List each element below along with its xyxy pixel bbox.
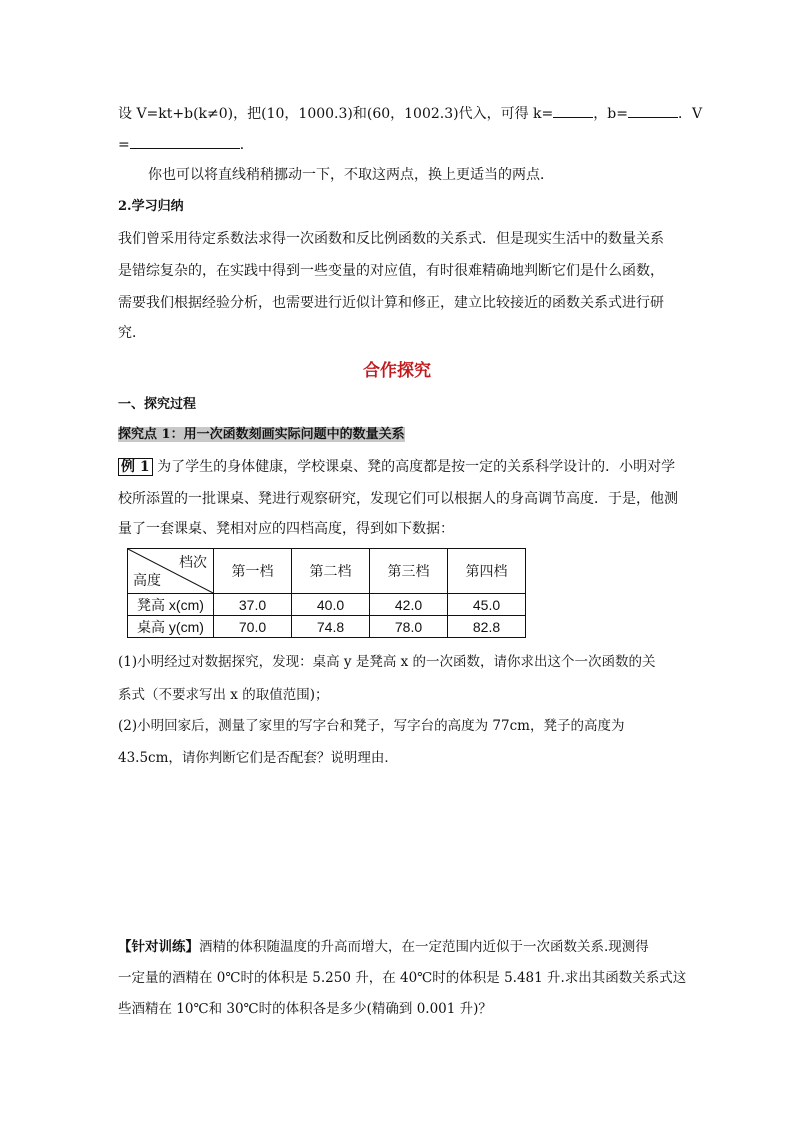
summary-line-2: 是错综复杂的，在实践中得到一些变量的对应值，有时很难精确地判断它们是什么函数， [118,263,664,279]
summary-line-1: 我们曾采用待定系数法求得一次函数和反比例函数的关系式．但是现实生活中的数量关系 [118,231,664,247]
example-line-2: 校所添置的一批课桌、凳进行观察研究，发现它们可以根据人的身高调节高度．于是，他测 [118,491,678,507]
practice-label: 【针对训练】 [118,939,199,955]
exploration-point-label: 探究点 1：用一次函数刻画实际问题中的数量关系 [118,427,405,442]
substitution-text-c: ．V [677,106,703,122]
practice-text-1: 酒精的体积随温度的升高而增大，在一定范围内近似于一次函数关系.现测得 [199,939,649,955]
part1-title: 一、探究过程 [118,397,197,412]
exploration-point-1 [118,425,405,445]
example-text-1: 为了学生的身体健康，学校课桌、凳的高度都是按一定的关系科学设计的．小明对学 [157,459,676,475]
substitution-text-b: ，b= [593,106,628,122]
summary-line-3: 需要我们根据经验分析，也需要进行近似计算和修正，建立比较接近的函数关系式进行研 [118,295,664,311]
hint-text: 你也可以将直线稍稍挪动一下，不取这两点，换上更适当的两点． [148,167,554,183]
substitution-line-2 [118,134,254,155]
example-line-1 [118,457,675,477]
blank-k[interactable] [553,103,593,118]
summary-line-4: 究． [118,325,146,341]
question-line-2: 系式（不要求写出 x 的取值范围)； [118,687,329,703]
row-label-desk: 桌高 y(cm) [128,616,214,638]
table-header-2: 第二档 [292,549,370,594]
equals-sign: = [118,137,130,153]
corner-label-bottom: 高度 [133,572,161,588]
table-cell: 70.0 [214,616,292,638]
table-cell: 74.8 [292,616,370,638]
table-header-3: 第三档 [370,549,448,594]
example-line-3: 量了一套课桌、凳相对应的四档高度，得到如下数据： [118,521,454,537]
blank-v[interactable] [130,134,240,149]
practice-line-3: 些酒精在 10℃和 30℃时的体积各是多少(精确到 0.001 升)？ [118,1001,492,1017]
table-cell: 42.0 [370,594,448,616]
table-row [128,594,526,616]
blank-b[interactable] [628,103,678,118]
question-line-1: (1)小明经过对数据探究，发现：桌高 y 是凳高 x 的一次函数，请你求出这个一次函数的关 [118,654,656,670]
table-cell: 40.0 [292,594,370,616]
substitution-line-1 [118,103,702,124]
table-cell: 37.0 [214,594,292,616]
section2-title: 2.学习归纳 [118,199,184,214]
period: ． [239,137,254,153]
question-line-3: (2)小明回家后，测量了家里的写字台和凳子，写字台的高度为 77cm，凳子的高度为 [118,718,625,734]
table-header-1: 第一档 [214,549,292,594]
table-cell: 82.8 [448,616,526,638]
table-cell: 78.0 [370,616,448,638]
practice-line-2: 一定量的酒精在 0℃时的体积是 5.250 升，在 40℃时的体积是 5.481 升.求出其函数关系式这 [118,970,687,986]
substitution-text-a: 设 V=kt+b(k≠0)，把(10，1000.3)和(60，1002.3)代入，可得 k= [118,106,554,122]
table-header-row [128,549,526,594]
table-corner-cell [128,549,214,594]
table-cell: 45.0 [448,594,526,616]
section-heading: 合作探究 [363,361,431,381]
row-label-stool: 凳高 x(cm) [128,594,214,616]
corner-label-top: 档次 [179,554,207,570]
practice-line-1 [118,937,649,957]
table-row [128,616,526,638]
table-header-4: 第四档 [448,549,526,594]
example-label: 例 1 [118,458,153,476]
data-table [127,548,526,638]
question-line-4: 43.5cm，请你判断它们是否配套？说明理由． [118,750,398,766]
